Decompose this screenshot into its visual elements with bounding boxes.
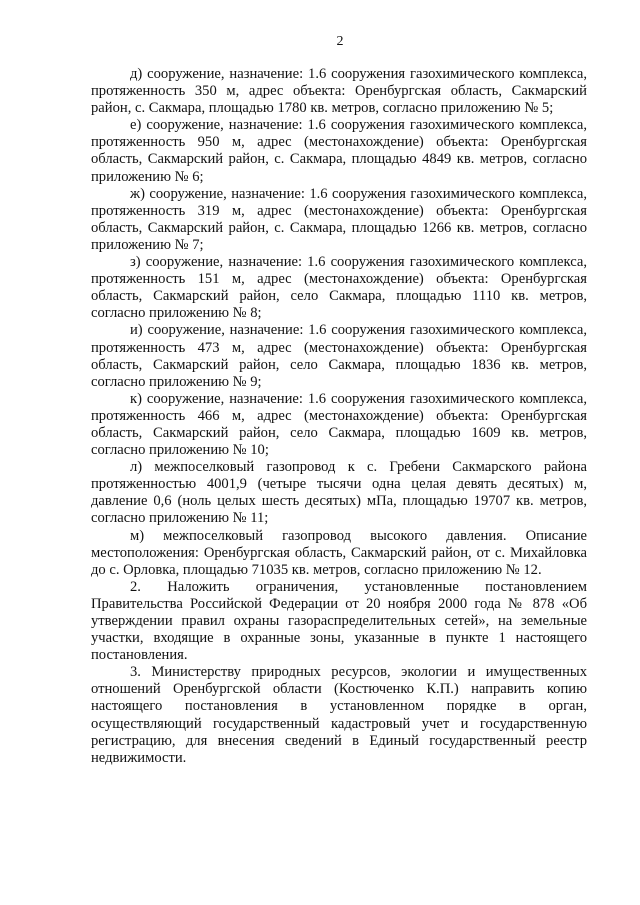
document-body: [91, 66, 587, 767]
paragraph-l: л) межпоселковый газопровод к с. Гребени Сакмарского района протяженностью 4001,9 (четыре тысячи одна целая девять десятых) м, давление 0,6 (ноль целых шесть десятых) мПа, площадью 19707 кв. метров, согласно приложению № 11;: [91, 459, 587, 527]
paragraph-zh: ж) сооружение, назначение: 1.6 сооружения газохимического комплекса, протяженность 319 м, адрес (местонахождение) объекта: Оренбургская область, Сакмарский район, с. Сакмара, площадью 1266 кв. метров, согласно приложению № 7;: [91, 185, 587, 253]
paragraph-z: з) сооружение, назначение: 1.6 сооружения газохимического комплекса, протяженность 151 м, адрес (местонахождение) объекта: Оренбургская область, Сакмарский район, село Сакмара, площадью 1110 кв. метров, согласно приложению № 8;: [91, 254, 587, 322]
paragraph-item-3: 3. Министерству природных ресурсов, экологии и имущественных отношений Оренбургской области (Костюченко К.П.) направить копию настоящего постановления в установленном порядке в орган, осуществляющий государственный кадастровый учет и государственную регистрацию, для внесения сведений в Единый государственный реестр недвижимости.: [91, 664, 587, 766]
paragraph-i: и) сооружение, назначение: 1.6 сооружения газохимического комплекса, протяженность 473 м, адрес (местонахождение) объекта: Оренбургская область, Сакмарский район, село Сакмара, площадью 1836 кв. метров, согласно приложению № 9;: [91, 322, 587, 390]
paragraph-m: м) межпоселковый газопровод высокого давления. Описание местоположения: Оренбургская область, Сакмарский район, от с. Михайловка до с. Орловка, площадью 71035 кв. метров, согласно приложению № 12.: [91, 527, 587, 578]
page-number: 2: [336, 34, 344, 49]
paragraph-d: д) сооружение, назначение: 1.6 сооружения газохимического комплекса, протяженность 350 м, адрес объекта: Оренбургская область, Сакмарский район, с. Сакмара, площадью 1780 кв. метров, согласно приложению № 5;: [91, 66, 587, 117]
paragraph-item-2: 2. Наложить ограничения, установленные постановлением Правительства Российской Федерации от 20 ноября 2000 года № 878 «Об утверждении правил охраны газораспределительных сетей», на земельные участки, входящие в охранные зоны, указанные в пункте 1 настоящего постановления.: [91, 578, 587, 664]
paragraph-k: к) сооружение, назначение: 1.6 сооружения газохимического комплекса, протяженность 466 м, адрес (местонахождение) объекта: Оренбургская область, Сакмарский район, село Сакмара, площадью 1609 кв. метров, согласно приложению № 10;: [91, 390, 587, 459]
paragraph-e: е) сооружение, назначение: 1.6 сооружения газохимического комплекса, протяженность 950 м, адрес (местонахождение) объекта: Оренбургская область, Сакмарский район, с. Сакмара, площадью 4849 кв. метров, согласно приложению № 6;: [91, 117, 587, 185]
